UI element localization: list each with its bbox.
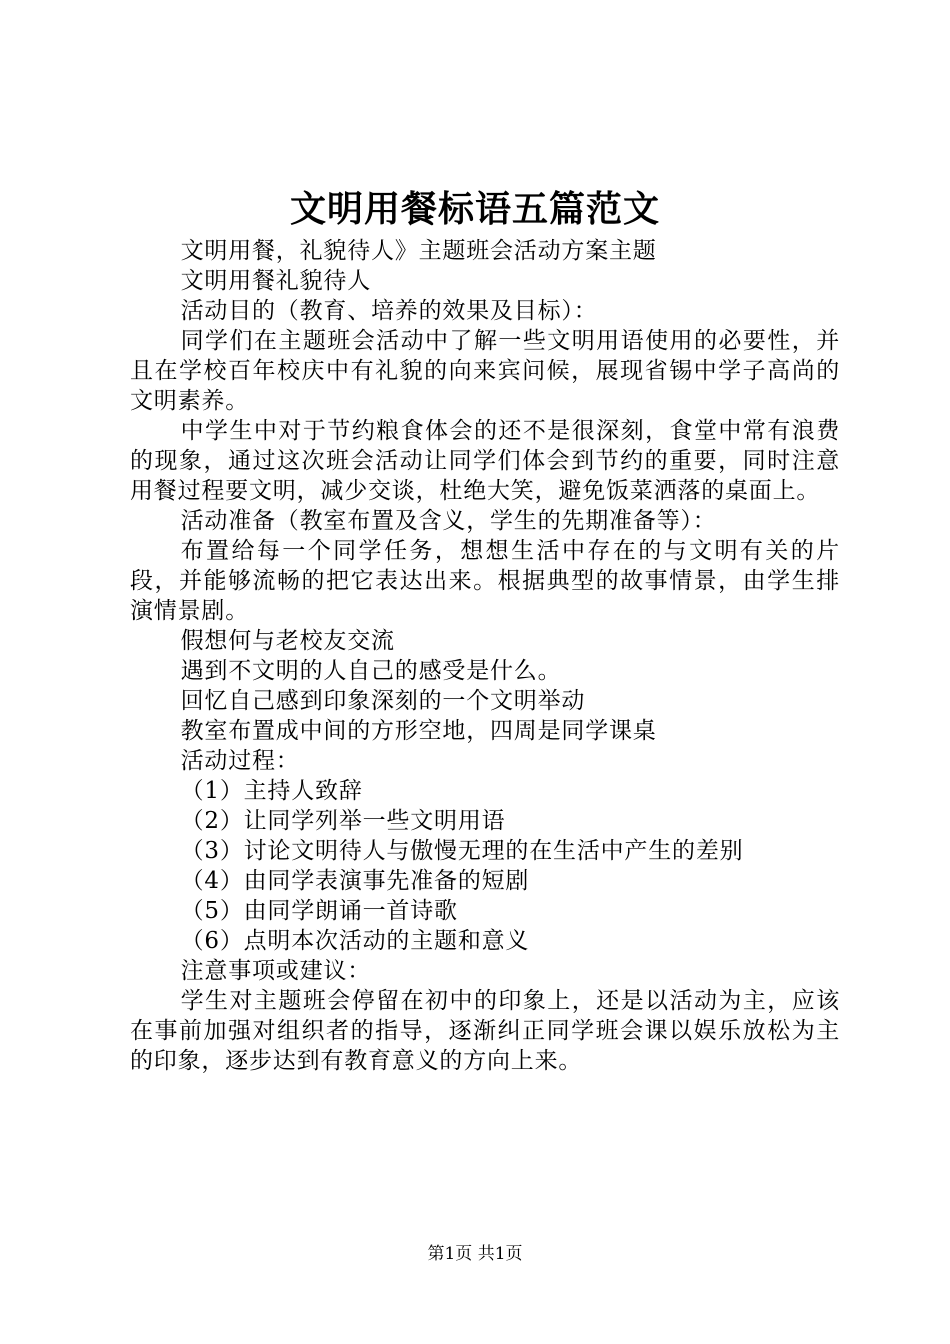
paragraph-7: 布置给每一个同学任务，想想生活中存在的与文明有关的片段，并能够流畅的把它表达出来。根据典型的故事情景，由学生排演情景剧。 (130, 538, 840, 624)
paragraph-9: 遇到不文明的人自己的感受是什么。 (180, 658, 562, 684)
list-item-2: （2）让同学列举一些文明用语 (180, 808, 506, 834)
list-item-4: （4）由同学表演事先准备的短剧 (180, 868, 530, 894)
paragraph-5: 中学生中对于节约粮食体会的还不是很深刻，食堂中常有浪费的现象，通过这次班会活动让同学们体会到节约的重要，同时注意用餐过程要文明，减少交谈，杜绝大笑，避免饭菜洒落的桌面上。 (130, 418, 840, 504)
list-item-6: （6）点明本次活动的主题和意义 (180, 928, 530, 954)
paragraph-3: 活动目的（教育、培养的效果及目标）： (180, 298, 598, 324)
paragraph-2: 文明用餐礼貌待人 (180, 268, 371, 294)
document-body (130, 236, 840, 1076)
document-title: 文明用餐标语五篇范文 (289, 188, 660, 230)
paragraph-1: 文明用餐，礼貌待人》主题班会活动方案主题 (180, 238, 657, 264)
paragraph-8: 假想何与老校友交流 (180, 628, 395, 654)
list-item-1: （1）主持人致辞 (180, 778, 363, 804)
list-item-3: （3）讨论文明待人与傲慢无理的在生活中产生的差别 (180, 838, 744, 864)
paragraph-6: 活动准备（教室布置及含义，学生的先期准备等）： (180, 508, 717, 534)
list-item-5: （5）由同学朗诵一首诗歌 (180, 898, 458, 924)
paragraph-4: 同学们在主题班会活动中了解一些文明用语使用的必要性，并且在学校百年校庆中有礼貌的向来宾问候，展现省锡中学子高尚的文明素养。 (130, 328, 840, 414)
paragraph-13: 注意事项或建议： (180, 958, 371, 984)
page-footer: 第1页 共1页 (427, 1244, 523, 1264)
paragraph-11: 教室布置成中间的方形空地，四周是同学课桌 (180, 718, 657, 744)
paragraph-12: 活动过程： (180, 748, 300, 774)
paragraph-10: 回忆自己感到印象深刻的一个文明举动 (180, 688, 586, 714)
paragraph-14: 学生对主题班会停留在初中的印象上，还是以活动为主，应该在事前加强对组织者的指导，逐渐纠正同学班会课以娱乐放松为主的印象，逐步达到有教育意义的方向上来。 (130, 988, 840, 1074)
